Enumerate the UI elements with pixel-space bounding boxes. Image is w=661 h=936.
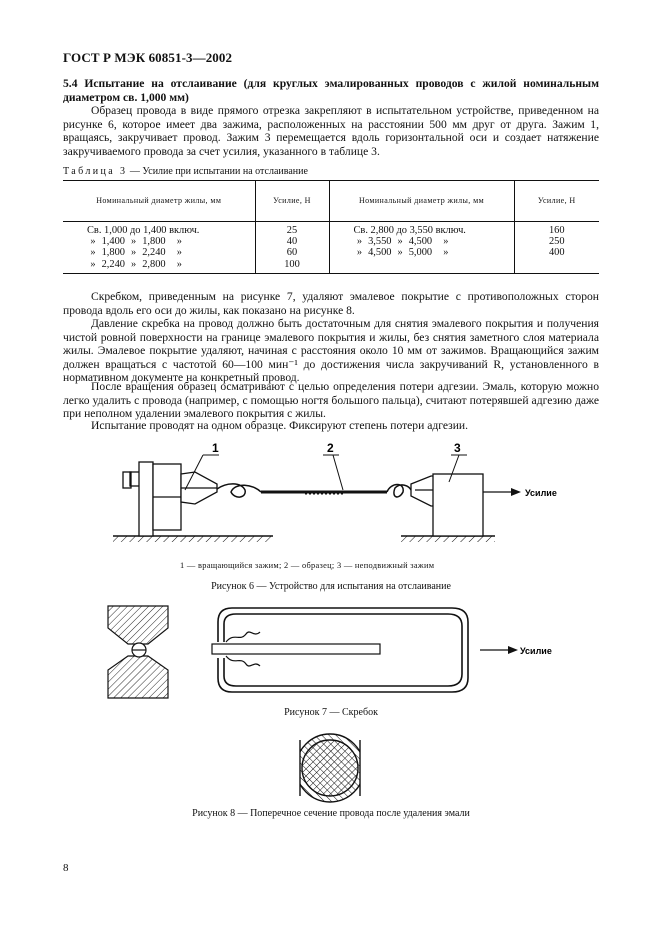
th-diameter-right: Номинальный диаметр жилы, мм bbox=[329, 181, 514, 222]
table-body-row bbox=[63, 222, 599, 274]
table-header-row bbox=[63, 181, 599, 222]
right-row-2-force: 250 bbox=[548, 236, 565, 248]
figure-7-scraper bbox=[100, 598, 570, 702]
paragraph-5: Испытание проводят на одном образце. Фиксируют степень потери адгезии. bbox=[91, 419, 469, 432]
right-row-1-force: 160 bbox=[548, 225, 565, 236]
left-row-3-force: 60 bbox=[286, 247, 298, 259]
page-number: 8 bbox=[63, 862, 69, 874]
left-row-2-diam: » 1,400 » 1,800 » bbox=[90, 236, 182, 248]
left-row-3-diam: » 1,800 » 2,240 » bbox=[90, 247, 182, 259]
rotating-clamp bbox=[123, 462, 217, 536]
left-row-2-force: 40 bbox=[286, 236, 298, 248]
label-3: 3 bbox=[454, 441, 461, 455]
fig7-caption: Рисунок 7 — Скребок bbox=[284, 707, 378, 718]
ground-right bbox=[401, 536, 495, 542]
paragraph-3: Давление скребка на провод должно быть достаточным для снятия эмалевого покрытия и получения чистой ровной поверхности на границе эмалевого покрытия и жилы, без снятия заметного слоя материала жилы. Эмалевое покрытие удаляют, начиная с расстояния около 10 мм от зажимов. Вращающийся зажим должен вращаться с частотой 60—100 мин⁻¹ до достижения числа закручиваний R, установленного в нормативном документе на конкретный провод. bbox=[63, 317, 599, 385]
force-arrow bbox=[483, 488, 521, 496]
scraper-wire bbox=[212, 632, 380, 666]
paragraph-4: После вращения образец осматривают с целью определения потери адгезии. Эмаль, которую можно легко удалить с провода (например, с помощью ногтя большого пальца), считают потерявшей адгезию даже при неполном удалении эмалевого покрытия с жилы. bbox=[63, 380, 599, 421]
paragraph-1: Образец провода в виде прямого отрезка закрепляют в испытательном устройстве, приведенном на рисунке 6, которое имеет два зажима, расположенных на расстоянии 500 мм друг от друга. Зажим 1, вращаясь, закручивает провод. Зажим 3 перемещается вдоль горизонтальной оси и создает натяжение закручиваемого провода за счет усилия, указанного в таблице 3. bbox=[63, 104, 599, 158]
scraper-cross-section bbox=[108, 606, 168, 698]
th-force-left: Усилие, Н bbox=[255, 181, 329, 222]
right-diameter-cell bbox=[329, 222, 514, 274]
right-row-3-diam: » 4,500 » 5,000 » bbox=[356, 247, 449, 259]
fig6-caption: Рисунок 6 — Устройство для испытания на отслаивание bbox=[211, 581, 451, 592]
right-force-cell bbox=[514, 222, 599, 274]
fig6-legend: 1 — вращающийся зажим; 2 — образец; 3 — неподвижный зажим bbox=[180, 561, 435, 570]
right-row-1-diam: Св. 2,800 до 3,550 включ. bbox=[353, 225, 466, 236]
ground-left bbox=[113, 536, 273, 542]
figure-8-cross-section bbox=[288, 730, 372, 806]
th-force-right: Усилие, Н bbox=[514, 181, 599, 222]
table-caption bbox=[63, 166, 308, 177]
left-row-4-diam: » 2,240 » 2,800 » bbox=[90, 258, 182, 270]
fig6-force-label: Усилие bbox=[525, 488, 557, 498]
fig7-force-arrow bbox=[480, 646, 518, 654]
sample-wire bbox=[217, 484, 411, 497]
page-header: ГОСТ Р МЭК 60851-3—2002 bbox=[63, 50, 233, 65]
fig8-caption: Рисунок 8 — Поперечное сечение провода после удаления эмали bbox=[192, 808, 470, 819]
table-caption-prefix: Таблица 3 bbox=[63, 166, 128, 177]
right-row-2-diam: » 3,550 » 4,500 » bbox=[356, 236, 449, 248]
left-force-cell bbox=[255, 222, 329, 274]
right-row-3-force: 400 bbox=[548, 247, 565, 259]
left-row-1-force: 25 bbox=[286, 225, 298, 236]
fixed-clamp bbox=[411, 474, 483, 536]
label-1: 1 bbox=[212, 441, 219, 455]
table-caption-text: — Усилие при испытании на отслаивание bbox=[127, 166, 308, 177]
left-diameter-cell bbox=[63, 222, 255, 274]
fig7-force-label: Усилие bbox=[520, 646, 552, 656]
th-diameter-left: Номинальный диаметр жилы, мм bbox=[63, 181, 255, 222]
paragraph-2: Скребком, приведенным на рисунке 7, удаляют эмалевое покрытие с противоположных сторон провода вдоль его оси до жилы, как показано на рисунке 8. bbox=[63, 290, 599, 317]
force-table bbox=[63, 180, 599, 274]
figure-6-apparatus bbox=[95, 432, 575, 552]
label-2: 2 bbox=[327, 441, 334, 455]
left-row-4-force: 100 bbox=[284, 258, 300, 270]
left-row-1-diam: Св. 1,000 до 1,400 включ. bbox=[87, 225, 200, 236]
section-heading: 5.4 Испытание на отслаивание (для круглых эмалированных проводов с жилой номинальным диаметром св. 1,000 мм) bbox=[63, 77, 599, 104]
